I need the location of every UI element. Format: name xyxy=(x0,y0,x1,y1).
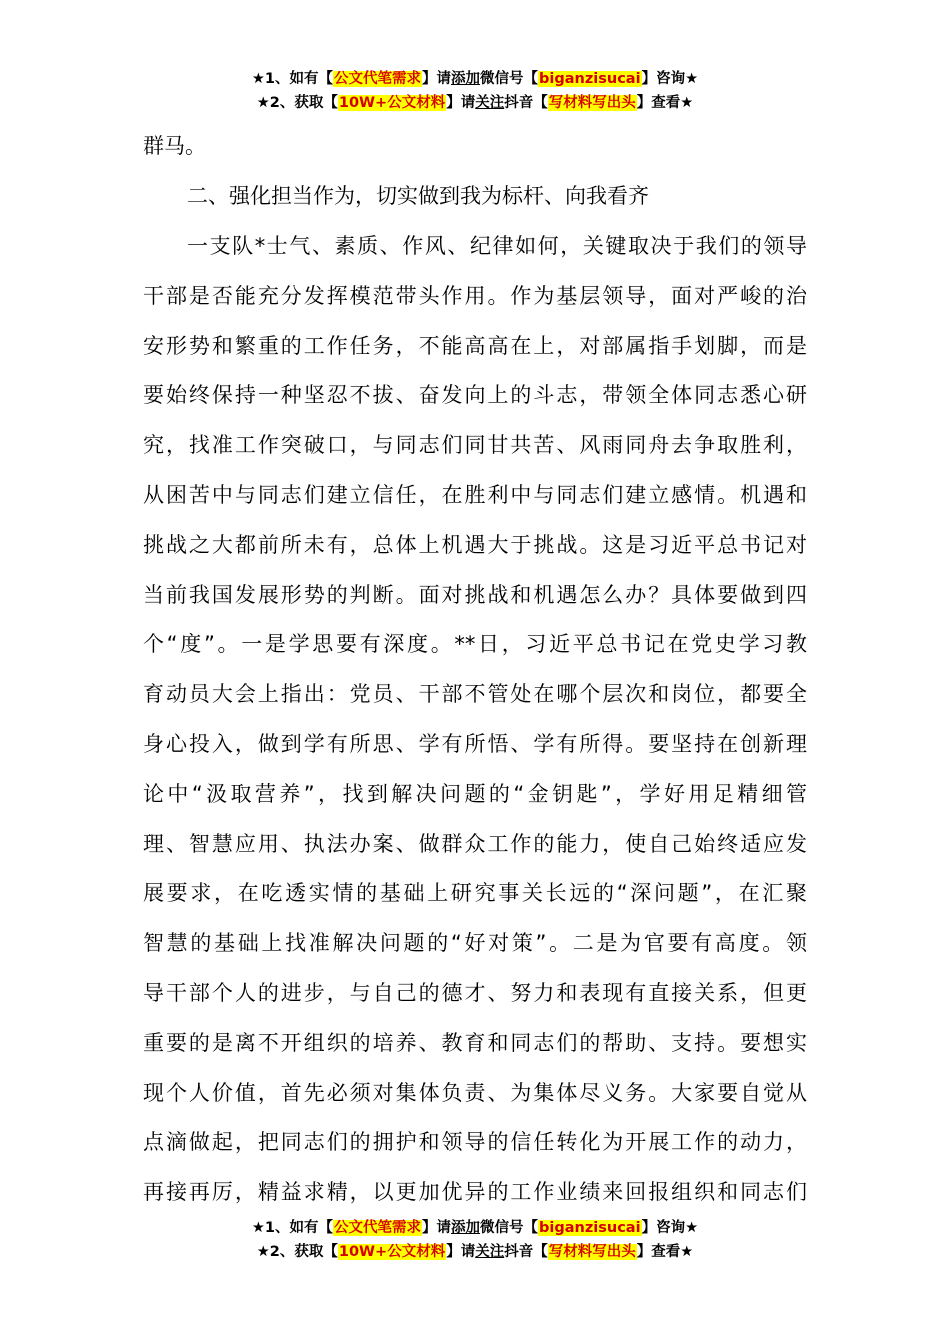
paragraph-line: 当前我国发展形势的判断。面对挑战和机遇怎么办？具体要做到四 xyxy=(143,582,807,607)
paragraph-line: 一支队*士气、素质、作风、纪律如何，关键取决于我们的领导 xyxy=(187,234,807,258)
highlight-wechat-id: biganzisucai xyxy=(539,71,641,87)
highlight-douyin-account: 写材料写出头 xyxy=(548,1244,636,1260)
paragraph-line: 展要求，在吃透实情的基础上研究事关长远的“深问题”，在汇聚 xyxy=(143,881,807,906)
highlight-wechat-id: biganzisucai xyxy=(539,1220,641,1236)
paragraph-line: 育动员大会上指出：党员、干部不管处在哪个层次和岗位，都要全 xyxy=(143,682,807,707)
banner-line-1: ★1、如有【公文代笔需求】请添加微信号【biganzisucai】咨询★ xyxy=(251,71,699,87)
banner-line-1: ★1、如有【公文代笔需求】请添加微信号【biganzisucai】咨询★ xyxy=(251,1220,699,1236)
highlight-service: 公文代笔需求 xyxy=(334,1220,422,1236)
body-paragraph xyxy=(143,222,807,1218)
paragraph-line: 再接再厉，精益求精，以更加优异的工作业绩来回报组织和同志们 xyxy=(143,1180,807,1205)
section-heading: 二、强化担当作为，切实做到我为标杆、向我看齐 xyxy=(187,184,649,208)
paragraph-line: 从困苦中与同志们建立信任，在胜利中与同志们建立感情。机遇和 xyxy=(143,482,807,507)
paragraph-line: 挑战之大都前所未有，总体上机遇大于挑战。这是习近平总书记对 xyxy=(143,532,807,557)
paragraph-line: 要始终保持一种坚忍不拔、奋发向上的斗志，带领全体同志悉心研 xyxy=(143,383,807,408)
banner-line-2: ★2、获取【10W+公文材料】请关注抖音【写材料写出头】查看★ xyxy=(256,1244,694,1260)
paragraph-line: 究，找准工作突破口，与同志们同甘共苦、风雨同舟去争取胜利， xyxy=(143,433,807,458)
highlight-materials: 10W+公文材料 xyxy=(338,95,446,111)
paragraph-line: 点滴做起，把同志们的拥护和领导的信任转化为开展工作的动力， xyxy=(143,1130,807,1155)
highlight-service: 公文代笔需求 xyxy=(334,71,422,87)
highlight-douyin-account: 写材料写出头 xyxy=(548,95,636,111)
paragraph-line: 重要的是离不开组织的培养、教育和同志们的帮助、支持。要想实 xyxy=(143,1030,807,1055)
paragraph-line: 智慧的基础上找准解决问题的“好对策”。二是为官要有高度。领 xyxy=(143,931,807,956)
continuation-text: 群马。 xyxy=(143,134,206,158)
paragraph-line: 理、智慧应用、执法办案、做群众工作的能力，使自己始终适应发 xyxy=(143,831,807,856)
bottom-banner xyxy=(0,1216,950,1264)
banner-line-2: ★2、获取【10W+公文材料】请关注抖音【写材料写出头】查看★ xyxy=(256,95,694,111)
paragraph-line: 现个人价值，首先必须对集体负责、为集体尽义务。大家要自觉从 xyxy=(143,1080,807,1105)
top-banner xyxy=(0,67,950,115)
paragraph-line: 论中“汲取营养”，找到解决问题的“金钥匙”，学好用足精细管 xyxy=(143,781,807,806)
paragraph-line: 个“度”。一是学思要有深度。**日，习近平总书记在党史学习教 xyxy=(143,632,807,657)
paragraph-line: 安形势和繁重的工作任务，不能高高在上，对部属指手划脚，而是 xyxy=(143,333,807,358)
paragraph-line: 导干部个人的进步，与自己的德才、努力和表现有直接关系，但更 xyxy=(143,980,807,1005)
highlight-materials: 10W+公文材料 xyxy=(338,1244,446,1260)
paragraph-line: 干部是否能充分发挥模范带头作用。作为基层领导，面对严峻的治 xyxy=(143,283,807,308)
paragraph-line: 身心投入，做到学有所思、学有所悟、学有所得。要坚持在创新理 xyxy=(143,731,807,756)
